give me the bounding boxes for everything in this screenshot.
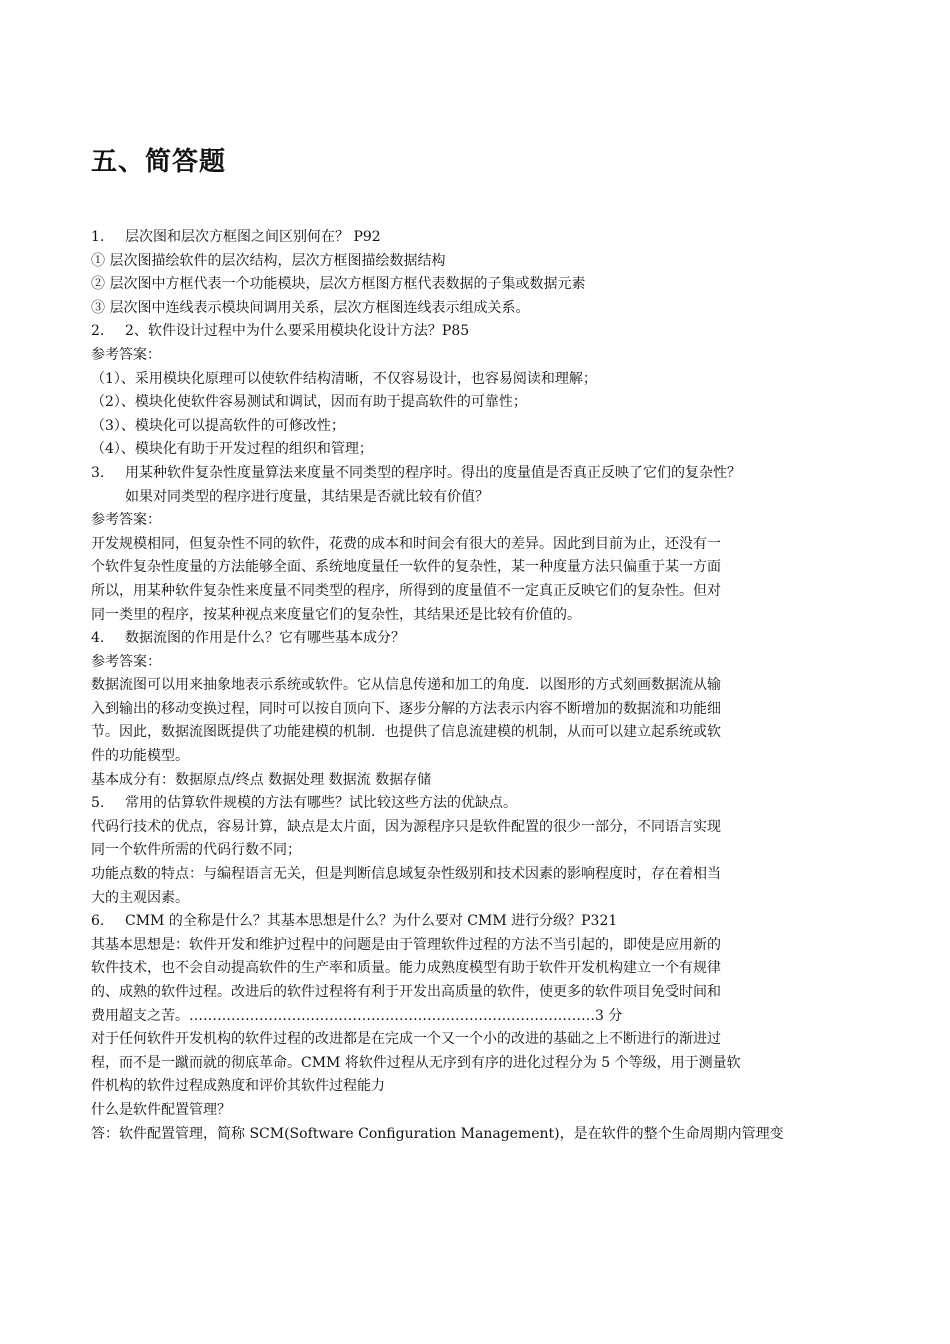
answer-line: 同一类里的程序，按某种视点来度量它们的复杂性，其结果还是比较有价值的。 — [91, 606, 581, 623]
basic-components: 基本成分有：数据原点/终点 数据处理 数据流 数据存储 — [91, 771, 432, 788]
question-6: 6. CMM 的全称是什么？其基本思想是什么？为什么要对 CMM 进行分级？P321 — [91, 913, 618, 930]
answer-line: 件机构的软件过程成熟度和评价其软件过程能力 — [91, 1078, 385, 1095]
reference-answer-label: 参考答案： — [91, 512, 161, 529]
answer-line: 个软件复杂性度量的方法能够全面、系统地度量任一软件的复杂性，某一种度量方法只偏重于某一方面 — [91, 559, 721, 576]
answer-line: 答：软件配置管理，简称 SCM(Software Configuration Management)，是在软件的整个生命周期内管理变 — [91, 1125, 784, 1142]
reference-answer-label: 参考答案： — [91, 653, 161, 670]
answer-line: 件的功能模型。 — [91, 748, 189, 765]
answer-line: 同一个软件所需的代码行数不同； — [91, 842, 301, 859]
answer-line: 费用超支之苦。……………………………………………………………………………3 分 — [91, 1007, 623, 1024]
answer-line: 功能点数的特点：与编程语言无关，但是判断信息域复杂性级别和技术因素的影响程度时，存在着相当 — [91, 866, 721, 883]
answer-line: 开发规模相同，但复杂性不同的软件，花费的成本和时间会有很大的差异。因此到目前为止，还没有一 — [91, 535, 721, 552]
answer-line: 入到输出的移动变换过程，同时可以按自顶向下、逐步分解的方法表示内容不断增加的数据流和功能细 — [91, 700, 721, 717]
answer-point: ③ 层次图中连线表示模块间调用关系，层次方框图连线表示组成关系。 — [91, 299, 530, 316]
question-3-continued: 如果对同类型的程序进行度量，其结果是否就比较有价值？ — [125, 488, 489, 505]
answer-point: ② 层次图中方框代表一个功能模块，层次方框图方框代表数据的子集或数据元素 — [91, 276, 586, 293]
answer-line: 的、成熟的软件过程。改进后的软件过程将有利于开发出高质量的软件，使更多的软件项目免受时间和 — [91, 984, 721, 1000]
answer-point: （3）、模块化可以提高软件的可修改性； — [91, 417, 345, 434]
document-body — [91, 226, 871, 1146]
answer-line: 所以，用某种软件复杂性来度量不同类型的程序，所得到的度量值不一定真正反映它们的复杂性。但对 — [91, 582, 721, 599]
answer-point: （1）、采用模块化原理可以使软件结构清晰，不仅容易设计，也容易阅读和理解； — [91, 370, 597, 387]
reference-answer-label: 参考答案： — [91, 346, 161, 363]
question-1: 1. 层次图和层次方框图之间区别何在？ P92 — [91, 229, 381, 245]
question-5: 5. 常用的估算软件规模的方法有哪些？试比较这些方法的优缺点。 — [91, 795, 517, 812]
answer-line: 程，而不是一蹴而就的彻底革命。CMM 将软件过程从无序到有序的进化过程分为 5 个等级，用于测量软 — [91, 1054, 741, 1071]
section-heading: 五、简答题 — [91, 147, 227, 177]
answer-line: 数据流图可以用来抽象地表示系统或软件。它从信息传递和加工的角度．以图形的方式刻画数据流从输 — [91, 677, 721, 694]
question-3: 3. 用某种软件复杂性度量算法来度量不同类型的程序时。得出的度量值是否真正反映了它们的复杂性？ — [91, 464, 741, 481]
answer-line: 软件技术，也不会自动提高软件的生产率和质量。能力成熟度模型有助于软件开发机构建立一个有规律 — [91, 960, 721, 977]
answer-line: 其基本思想是：软件开发和维护过程中的问题是由于管理软件过程的方法不当引起的，即使是应用新的 — [91, 936, 721, 953]
question-4: 4. 数据流图的作用是什么？它有哪些基本成分？ — [91, 630, 405, 647]
answer-point: （4）、模块化有助于开发过程的组织和管理； — [91, 441, 373, 458]
answer-line: 大的主观因素。 — [91, 889, 189, 906]
answer-point: （2）、模块化使软件容易测试和调试，因而有助于提高软件的可靠性； — [91, 394, 527, 411]
answer-line: 对于任何软件开发机构的软件过程的改进都是在完成一个又一个小的改进的基础之上不断进行的渐进过 — [91, 1031, 721, 1048]
answer-point: ① 层次图描绘软件的层次结构，层次方框图描绘数据结构 — [91, 252, 446, 269]
answer-line: 节。因此，数据流图既提供了功能建模的机制．也提供了信息流建模的机制，从而可以建立起系统或软 — [91, 724, 721, 741]
question-7: 什么是软件配置管理？ — [91, 1101, 231, 1118]
question-2: 2. 2、软件设计过程中为什么要采用模块化设计方法？P85 — [91, 323, 470, 340]
answer-line: 代码行技术的优点，容易计算，缺点是太片面，因为源程序只是软件配置的很少一部分，不同语言实现 — [91, 818, 721, 835]
